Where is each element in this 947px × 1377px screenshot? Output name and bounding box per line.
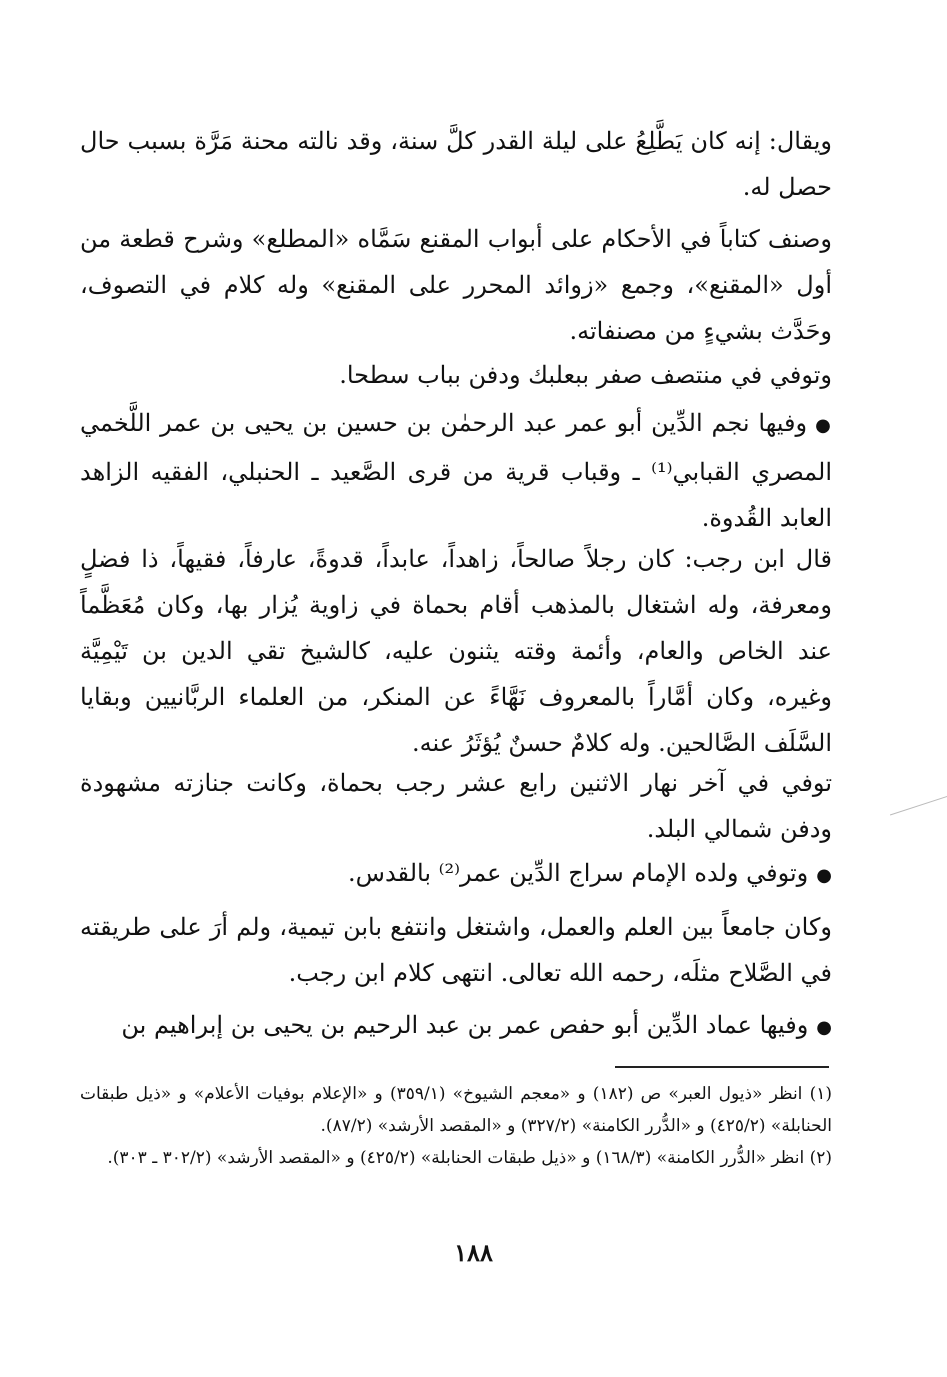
footnote-1: (١) انظر «ذيول العبر» ص (١٨٢) و «معجم الشيوخ» (٣٥٩/١) و «الإعلام بوفيات الأعلام» و «ذيل طبقات الحنابلة» (٤٢٥/٢) و «الدُّرر الكامنة» (٣٢٧/٢) و «المقصد الأرشد» (٨٧/٢). xyxy=(80,1084,832,1136)
bullet-icon: ● xyxy=(816,1017,832,1038)
paragraph-2-text: وصنف كتاباً في الأحكام على أبواب المقنع سَمَّاه «المطلع» وشرح قطعة من أول «المقنع»، وجمع «زوائد المحرر على المقنع» وله كلام في التصوف، وحَدَّث بشيءٍ من مصنفاته. xyxy=(80,225,832,345)
paragraph-2 xyxy=(80,216,832,354)
scan-artifact-line xyxy=(890,796,947,815)
paragraph-6 xyxy=(80,760,832,852)
bullet-icon: ● xyxy=(815,415,832,436)
page-number: ١٨٨ xyxy=(454,1238,493,1267)
paragraph-1-text: ويقال: إنه كان يَطَّلِعُ على ليلة القدر كلَّ سنة، وقد نالته محنة مَرَّة بسبب حال حصل له. xyxy=(80,127,832,201)
paragraph-6-text: توفي في آخر نهار الاثنين رابع عشر رجب بحماة، وكانت جنازته مشهودة ودفن شمالي البلد. xyxy=(80,769,832,843)
paragraph-5-text: قال ابن رجب: كان رجلاً صالحاً، زاهداً، عابداً، قدوةً، عارفاً، فقيهاً، ذا فضلٍ ومعرفة، وله اشتغال بالمذهب أقام بحماة في زاوية يُزار بها، وكان مُعَظَّماً عند الخاص والعام، وأئمة وقته يثنون عليه، كالشيخ تقي الدين بن تَيْمِيَّة وغيره، وكان أمَّاراً بالمعروف نَهَّاءً عن المنكر، من العلماء الربَّانيين وبقايا السَّلَف الصَّالحين. وله كلامٌ حسنٌ يُؤثَرُ عنه. xyxy=(80,545,832,757)
footnote-2: (٢) انظر «الدُّرر الكامنة» (١٦٨/٣) و «ذيل طبقات الحنابلة» (٤٢٥/٢) و «المقصد الأرشد» (٣٠٢/٢ ـ ٣٠٣). xyxy=(107,1148,832,1168)
paragraph-7 xyxy=(80,850,832,899)
paragraph-8 xyxy=(80,904,832,996)
paragraph-7-text: وتوفي ولده الإمام سراج الدِّين عمر⁽²⁾ بالقدس. xyxy=(348,859,809,887)
paragraph-1 xyxy=(80,118,832,210)
paragraph-5 xyxy=(80,536,832,766)
paragraph-3-text: وتوفي في منتصف صفر ببعلبك ودفن بباب سطحا. xyxy=(339,361,832,389)
footnote-separator xyxy=(615,1066,829,1068)
footnotes xyxy=(80,1078,832,1174)
paragraph-4-text: وفيها نجم الدِّين أبو عمر عبد الرحمٰن بن حسين بن يحيى بن عمر اللَّخمي المصري القبابي⁽¹⁾ ـ وقباب قرية من قرى الصَّعيد ـ الحنبلي، الفقيه الزاهد العابد القُدوة. xyxy=(80,409,832,532)
paragraph-8-text: وكان جامعاً بين العلم والعمل، واشتغل وانتفع بابن تيمية، ولم أرَ على طريقته في الصَّلاح مثلَه، رحمه الله تعالى. انتهى كلام ابن رجب. xyxy=(80,913,832,987)
paragraph-4 xyxy=(80,400,832,541)
paragraph-9 xyxy=(80,1002,832,1051)
paragraph-9-text: وفيها عماد الدِّين أبو حفص عمر بن عبد الرحيم بن يحيى بن إبراهيم بن xyxy=(121,1011,809,1039)
bullet-icon: ● xyxy=(816,865,832,886)
paragraph-3 xyxy=(80,352,832,398)
